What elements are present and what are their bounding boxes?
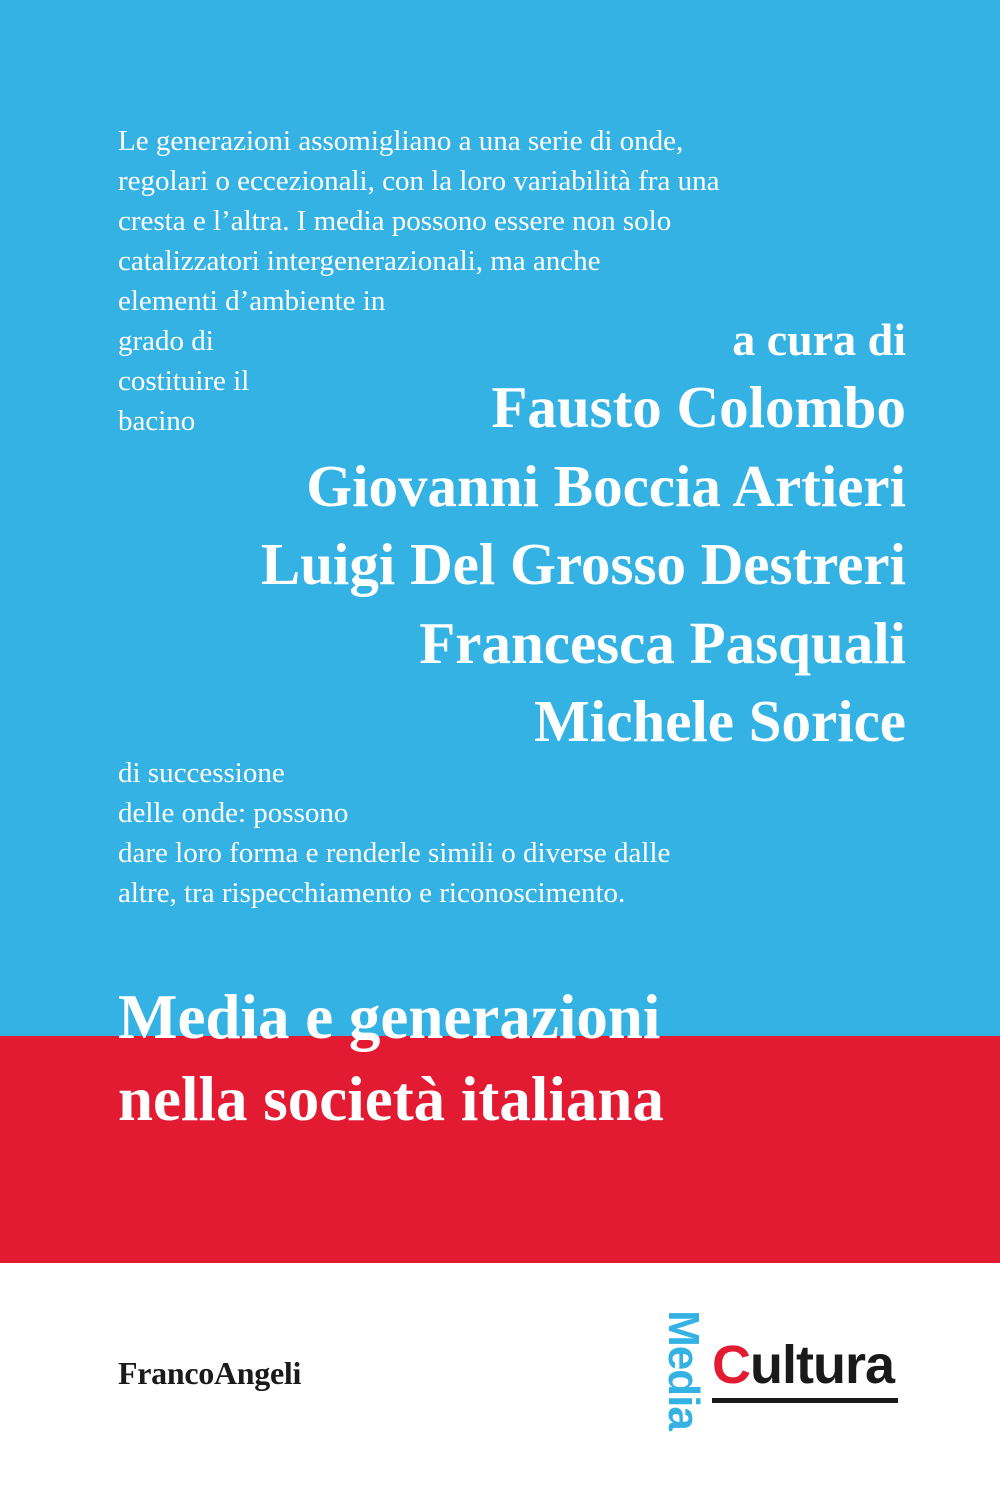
editors-block [261, 312, 906, 761]
editor-name: Giovanni Boccia Artieri [306, 452, 906, 519]
series-logo-media [660, 1290, 706, 1452]
blurb-line: costituire il [118, 365, 250, 397]
publisher-logo: FrancoAngeli [118, 1355, 302, 1391]
blurb-line: altre, tra rispecchiamento e riconoscimento. [118, 877, 626, 909]
blurb-line: dare loro forma e renderle simili o diverse dalle [118, 837, 671, 869]
blurb-line: bacino [118, 405, 196, 437]
series-logo-cultura [712, 1335, 895, 1395]
series-logo-ultura: ultura [750, 1335, 895, 1395]
series-logo-c: C [712, 1335, 750, 1395]
blurb-line: grado di [118, 325, 214, 357]
series-logo [660, 1290, 910, 1460]
title-line-1: Media e generazioni [118, 982, 661, 1052]
blurb-line: delle onde: possono [118, 797, 349, 829]
blurb-line: cresta e l’altra. I media possono essere non solo [118, 205, 672, 237]
series-logo-underline [712, 1398, 898, 1403]
blurb-line: Le generazioni assomigliano a una serie di onde, [118, 125, 684, 157]
editor-name: Luigi Del Grosso Destreri [260, 531, 906, 597]
blurb-line: elementi d’ambiente in [118, 285, 386, 317]
book-title [118, 976, 664, 1140]
blurb-line: catalizzatori intergenerazionali, ma anche [118, 245, 601, 277]
editor-name: Francesca Pasquali [419, 609, 906, 676]
series-logo-media-word: Media [659, 1310, 708, 1430]
blurb-line: di successione [118, 757, 285, 789]
editors-intro: a cura di [732, 314, 906, 365]
title-line-2: nella società italiana [118, 1064, 664, 1134]
blurb-line: regolari o eccezionali, con la loro variabilità fra una [118, 165, 720, 197]
editor-name: Fausto Colombo [491, 374, 906, 440]
blurb-bottom [118, 753, 670, 913]
editor-name: Michele Sorice [534, 688, 906, 754]
